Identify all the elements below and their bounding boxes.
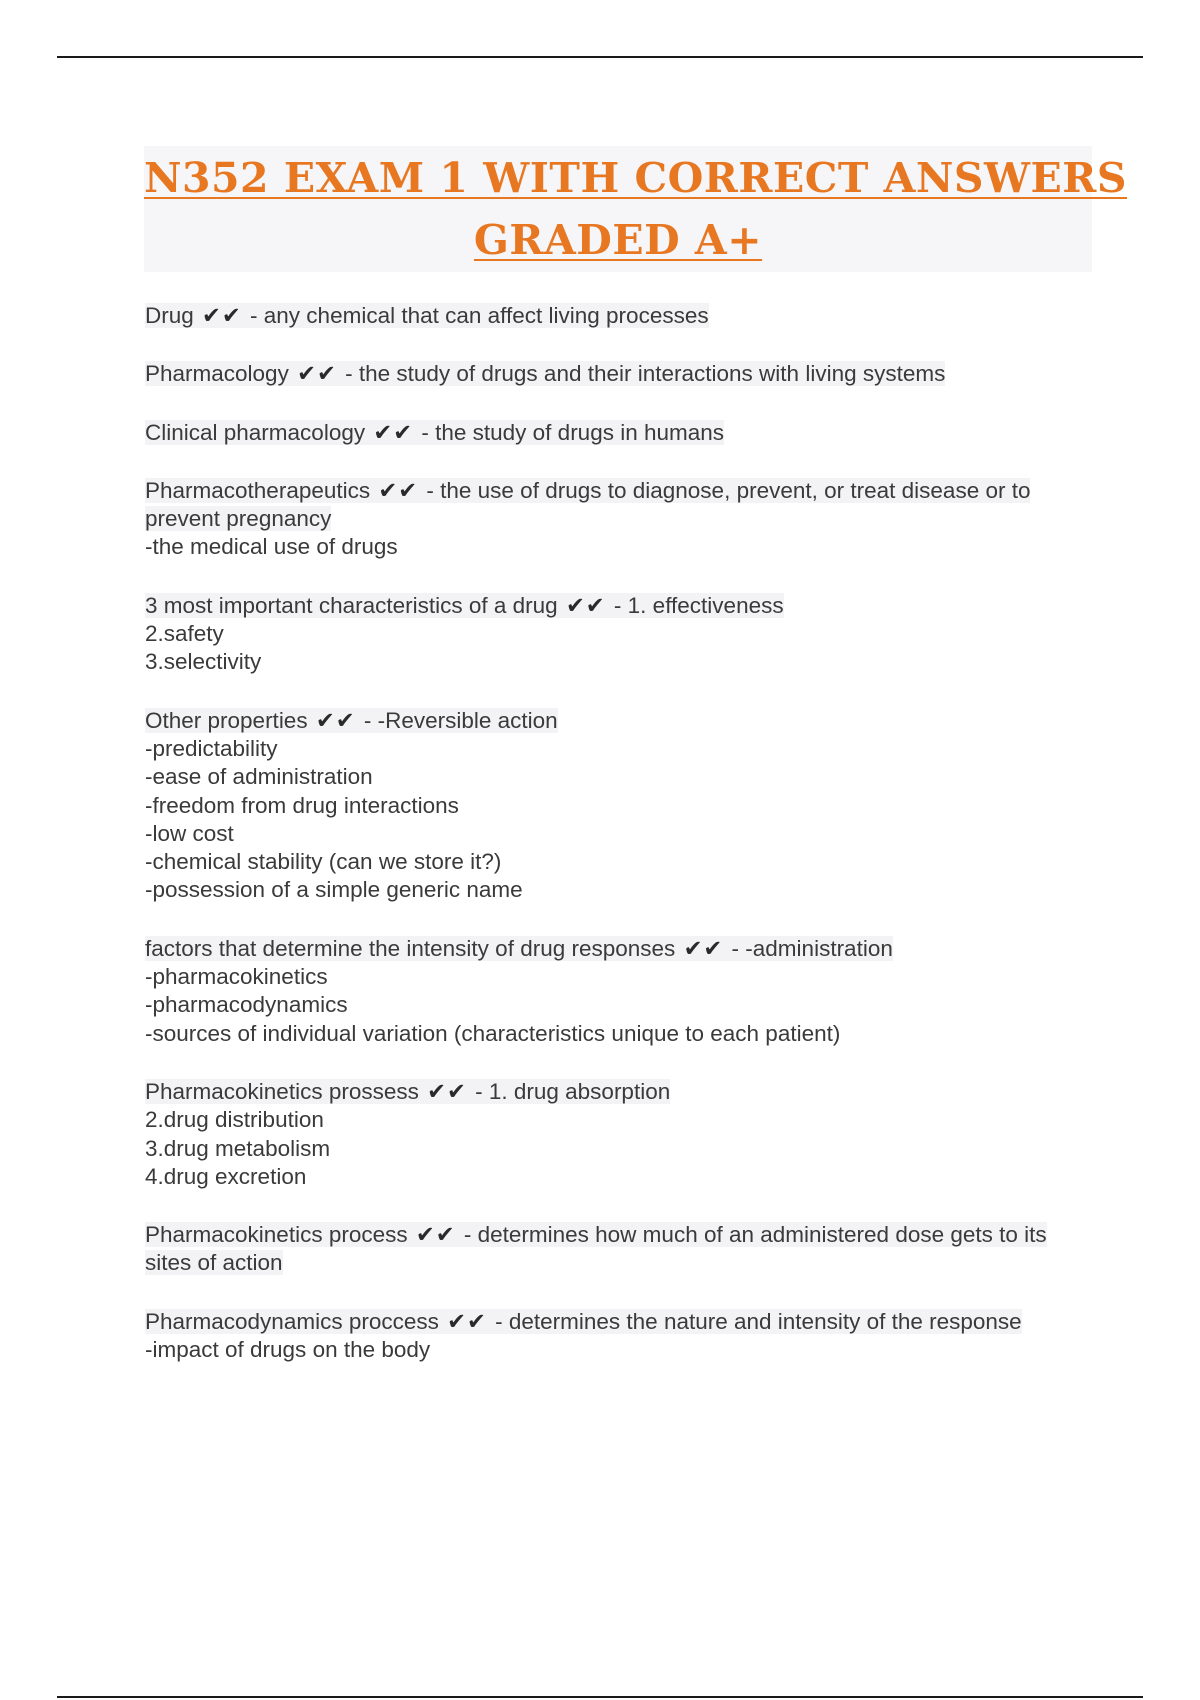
qa-entry-intensity-factors xyxy=(145,935,1085,1048)
entry-extra-line: -ease of administration xyxy=(145,764,373,790)
entry-first-line xyxy=(145,936,893,961)
entry-definition: - -Reversible action xyxy=(363,707,558,733)
entry-extra-line: 3.drug metabolism xyxy=(145,1135,331,1161)
entry-term: Pharmacology xyxy=(145,361,289,387)
entry-term: Drug xyxy=(145,303,194,328)
entry-definition: - the use of drugs to diagnose, prevent, or treat disease or to prevent pregnancy xyxy=(145,477,1031,532)
entry-extra-line: -predictability xyxy=(145,735,278,761)
entry-first-line xyxy=(145,1308,1085,1336)
qa-entry-other-properties xyxy=(145,707,1085,905)
double-check-icon: ✔✔ xyxy=(415,1222,456,1249)
entry-extra-line: -pharmacokinetics xyxy=(145,964,328,990)
qa-entry-clinical-pharmacology xyxy=(145,419,1085,447)
entry-first-line xyxy=(145,1079,670,1104)
entry-definition: - determines how much of an administered dose gets to its sites of action xyxy=(145,1222,1047,1276)
entry-first-line xyxy=(145,593,784,618)
double-check-icon: ✔✔ xyxy=(202,303,242,329)
entry-term: Other properties xyxy=(145,707,308,733)
double-check-icon: ✔✔ xyxy=(447,1308,487,1335)
double-check-icon: ✔✔ xyxy=(378,477,419,504)
double-check-icon: ✔✔ xyxy=(297,361,337,388)
entry-first-line xyxy=(145,420,724,445)
entry-first-line xyxy=(145,303,709,328)
document-title-line-1: N352 EXAM 1 WITH CORRECT ANSWERS xyxy=(144,154,1127,202)
double-check-icon: ✔✔ xyxy=(373,419,414,446)
entry-extra-line: 3.selectivity xyxy=(145,649,262,675)
bottom-divider xyxy=(57,1696,1143,1698)
double-check-icon: ✔✔ xyxy=(315,707,356,734)
entry-extra-line: -low cost xyxy=(145,820,234,846)
entry-extra-line: -sources of individual variation (characteristics unique to each patient) xyxy=(145,1020,841,1046)
qa-entry-pharmacokinetics-prossess xyxy=(145,1078,1085,1191)
entry-term: Pharmacotherapeutics xyxy=(145,477,371,503)
entry-definition: - determines the nature and intensity of the response xyxy=(495,1308,1022,1334)
qa-entry-pharmacokinetics-process xyxy=(145,1221,1085,1278)
qa-entry-pharmacotherapeutics xyxy=(145,477,1085,562)
qa-entries xyxy=(145,302,1085,1364)
entry-definition: - the study of drugs and their interactions with living systems xyxy=(345,361,946,387)
double-check-icon: ✔✔ xyxy=(565,592,606,619)
entry-extra-line: -possession of a simple generic name xyxy=(145,877,523,903)
entry-term: Pharmacokinetics process xyxy=(145,1222,408,1248)
entry-term: Clinical pharmacology xyxy=(145,419,366,445)
entry-first-line xyxy=(145,708,558,733)
entry-definition: - 1. drug absorption xyxy=(475,1078,671,1104)
entry-extra-line: -freedom from drug interactions xyxy=(145,792,459,818)
entry-term: Pharmacokinetics prossess xyxy=(145,1078,419,1104)
entry-definition: - any chemical that can affect living processes xyxy=(250,303,709,328)
qa-entry-drug xyxy=(145,302,1085,330)
entry-extra-line: 4.drug excretion xyxy=(145,1163,307,1189)
double-check-icon: ✔✔ xyxy=(683,935,724,962)
qa-entry-pharmacodynamics-proccess xyxy=(145,1308,1085,1365)
entry-term: 3 most important characteristics of a drug xyxy=(145,592,558,618)
top-divider xyxy=(57,56,1143,58)
entry-definition: - -administration xyxy=(731,935,893,961)
entry-extra-line: -pharmacodynamics xyxy=(145,992,348,1018)
qa-entry-pharmacology xyxy=(145,360,1085,388)
entry-first-line xyxy=(145,1221,1085,1278)
entry-definition: - 1. effectiveness xyxy=(613,592,784,618)
entry-extra-line: -chemical stability (can we store it?) xyxy=(145,849,502,875)
entry-extra-line: -the medical use of drugs xyxy=(145,534,398,560)
entry-definition: - the study of drugs in humans xyxy=(421,419,725,445)
document-title-line-2: GRADED A+ xyxy=(473,216,763,264)
entry-extra-line: 2.safety xyxy=(145,621,224,647)
entry-first-line xyxy=(145,361,945,386)
qa-entry-drug-characteristics xyxy=(145,592,1085,677)
entry-term: Pharmacodynamics proccess xyxy=(145,1308,439,1334)
double-check-icon: ✔✔ xyxy=(427,1078,467,1105)
entry-term: factors that determine the intensity of drug responses xyxy=(145,935,676,961)
entry-extra-line: 2.drug distribution xyxy=(145,1107,324,1133)
entry-first-line xyxy=(145,477,1085,534)
entry-extra-line: -impact of drugs on the body xyxy=(145,1337,431,1363)
document-title-box xyxy=(144,146,1127,272)
